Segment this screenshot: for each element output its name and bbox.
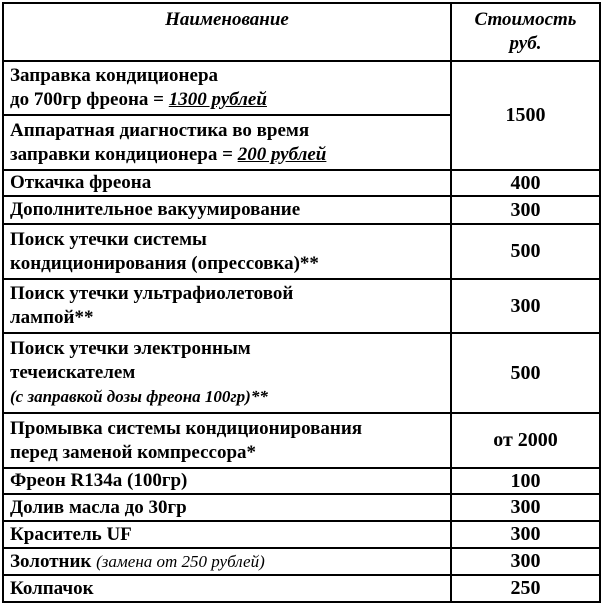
table-row [3,468,600,494]
service-price: 1500 [451,61,600,170]
table-row [3,548,600,575]
service-price: 250 [451,575,600,602]
service-name: Золотник (замена от 250 рублей) [3,548,451,575]
included-price: 200 рублей [237,143,327,165]
service-price: 500 [451,333,600,413]
table-row [3,61,600,115]
service-name: Заправка кондиционера до 700гр фреона = 1300 рублей [3,61,451,115]
table-row [3,170,600,196]
service-name: Промывка системы кондиционирования перед заменой компрессора* [3,413,451,468]
table-row [3,196,600,224]
service-price: 300 [451,521,600,548]
price-header-line2: руб. [509,33,542,54]
service-note: (с заправкой дозы фреона 100гр)** [10,387,268,406]
service-name: Поиск утечки системы кондиционирования (опрессовка)** [3,224,451,279]
service-price: 300 [451,548,600,575]
service-name: Поиск утечки электронным течеискателем (с заправкой дозы фреона 100гр)** [3,333,451,413]
table-row [3,413,600,468]
service-price: 400 [451,170,600,196]
name-column-header: Наименование [3,3,451,61]
table-row [3,333,600,413]
service-price: 100 [451,468,600,494]
service-price: 300 [451,196,600,224]
service-price: от 2000 [451,413,600,468]
table-row [3,521,600,548]
table-row [3,224,600,279]
included-price: 1300 рублей [168,89,267,110]
service-price: 500 [451,224,600,279]
table-row [3,575,600,602]
service-name: Колпачок [3,575,451,602]
price-column-header [451,3,600,61]
service-name: Краситель UF [3,521,451,548]
service-name: Долив масла до 30гр [3,494,451,521]
service-name: Поиск утечки ультрафиолетовой лампой** [3,279,451,333]
table-row [3,279,600,333]
price-header-line1: Стоимость [474,9,577,30]
service-name: Фреон R134a (100гр) [3,468,451,494]
table-row [3,494,600,521]
table-header-row [3,3,600,61]
service-note: (замена от 250 рублей) [96,551,265,571]
service-name: Аппаратная диагностика во время заправки кондиционера = 200 рублей [3,115,451,170]
service-name: Дополнительное вакуумирование [3,196,451,224]
service-price: 300 [451,279,600,333]
price-table [2,2,601,603]
service-name: Откачка фреона [3,170,451,196]
service-price: 300 [451,494,600,521]
